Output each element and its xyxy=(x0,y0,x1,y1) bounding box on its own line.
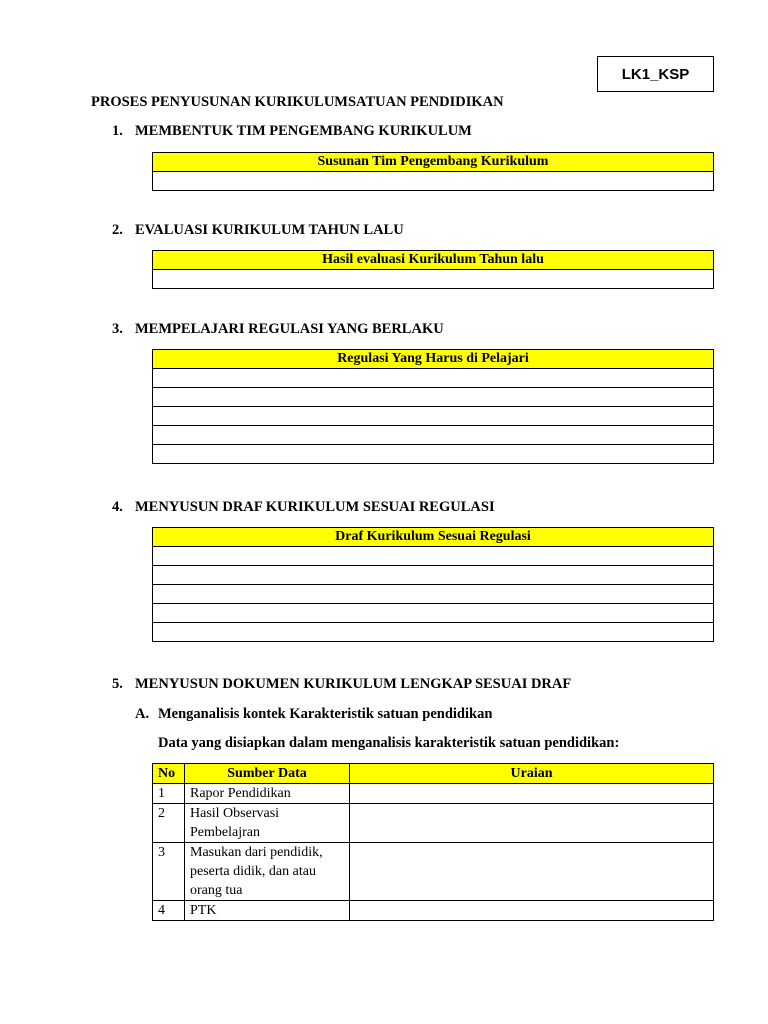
row-number: 3 xyxy=(153,843,185,901)
row-source: Rapor Pendidikan xyxy=(185,784,350,804)
column-header-no: No xyxy=(153,764,185,784)
table-row xyxy=(153,843,714,901)
row-source: PTK xyxy=(185,901,350,921)
table-row[interactable] xyxy=(153,172,714,191)
table-row xyxy=(153,804,714,843)
section-title: MEMBENTUK TIM PENGEMBANG KURIKULUM xyxy=(135,123,472,139)
row-description[interactable] xyxy=(350,901,714,921)
row-source: Hasil Observasi Pembelajran xyxy=(185,804,350,843)
section-5-heading xyxy=(112,676,571,693)
table-header: Regulasi Yang Harus di Pelajari xyxy=(153,350,714,369)
section-3-heading xyxy=(112,321,444,338)
section-number: 5. xyxy=(112,676,123,692)
row-description[interactable] xyxy=(350,804,714,843)
section-2-table xyxy=(152,250,714,289)
row-number: 2 xyxy=(153,804,185,843)
row-description[interactable] xyxy=(350,784,714,804)
section-number: 3. xyxy=(112,321,123,337)
table-row[interactable] xyxy=(153,407,714,426)
table-row[interactable] xyxy=(153,369,714,388)
column-header-sumber-data: Sumber Data xyxy=(185,764,350,784)
table-row[interactable] xyxy=(153,388,714,407)
section-title: MENYUSUN DOKUMEN KURIKULUM LENGKAP SESUAI DRAF xyxy=(135,676,572,692)
table-row[interactable] xyxy=(153,604,714,623)
table-row xyxy=(153,784,714,804)
document-title: PROSES PENYUSUNAN KURIKULUMSATUAN PENDIDIKAN xyxy=(91,94,504,110)
section-title: EVALUASI KURIKULUM TAHUN LALU xyxy=(135,222,404,238)
section-title: MENYUSUN DRAF KURIKULUM SESUAI REGULASI xyxy=(135,499,495,515)
data-source-table xyxy=(152,763,714,921)
table-row[interactable] xyxy=(153,270,714,289)
section-3-table xyxy=(152,349,714,464)
section-2-heading xyxy=(112,222,404,239)
section-1-table xyxy=(152,152,714,191)
section-1-heading xyxy=(112,123,472,140)
subsection-letter: A. xyxy=(135,706,150,722)
table-header: Susunan Tim Pengembang Kurikulum xyxy=(153,153,714,172)
subsection-title: Menganalisis kontek Karakteristik satuan pendidikan xyxy=(158,706,493,722)
section-4-table xyxy=(152,527,714,642)
table-row[interactable] xyxy=(153,585,714,604)
column-header-uraian: Uraian xyxy=(350,764,714,784)
row-description[interactable] xyxy=(350,843,714,901)
section-number: 4. xyxy=(112,499,123,515)
table-row[interactable] xyxy=(153,445,714,464)
document-code: LK1_KSP xyxy=(621,65,690,83)
row-number: 1 xyxy=(153,784,185,804)
table-header: Draf Kurikulum Sesuai Regulasi xyxy=(153,528,714,547)
row-number: 4 xyxy=(153,901,185,921)
table-row[interactable] xyxy=(153,566,714,585)
row-source: Masukan dari pendidik, peserta didik, dan atau orang tua xyxy=(185,843,350,901)
table-row xyxy=(153,901,714,921)
section-title: MEMPELAJARI REGULASI YANG BERLAKU xyxy=(135,321,444,337)
section-number: 2. xyxy=(112,222,123,238)
subsection-a-heading xyxy=(135,706,492,723)
section-number: 1. xyxy=(112,123,123,139)
document-code-box xyxy=(597,56,714,92)
table-row[interactable] xyxy=(153,623,714,642)
subsection-text: Data yang disiapkan dalam menganalisis karakteristik satuan pendidikan: xyxy=(158,735,620,751)
table-row[interactable] xyxy=(153,547,714,566)
table-header-row xyxy=(153,764,714,784)
section-4-heading xyxy=(112,499,495,516)
table-row[interactable] xyxy=(153,426,714,445)
table-header: Hasil evaluasi Kurikulum Tahun lalu xyxy=(153,251,714,270)
